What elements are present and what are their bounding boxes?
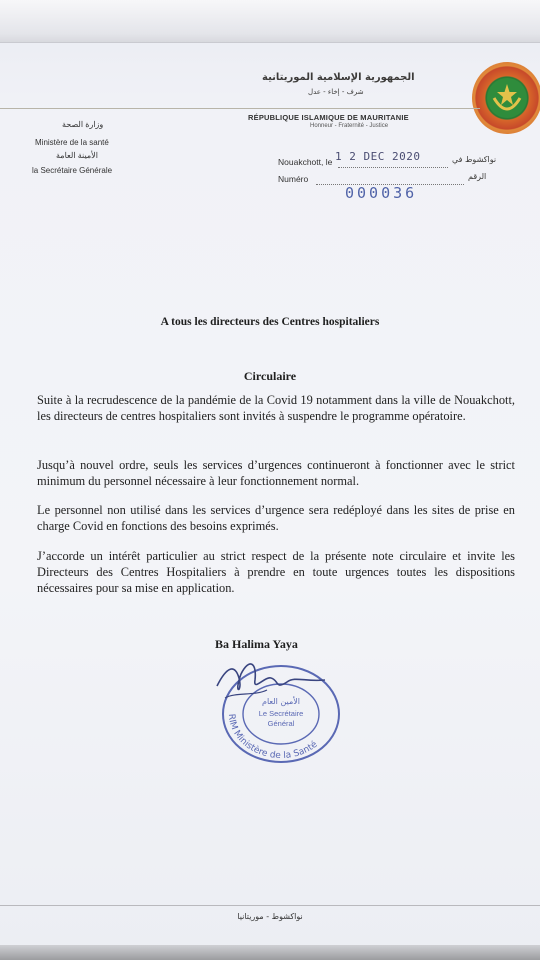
republic-motto: Honneur - Fraternité - Justice	[310, 123, 389, 129]
place-date-label: Nouakchott, le	[278, 157, 333, 167]
date-handwritten-value: 1 2 DEC 2020	[335, 150, 421, 163]
paragraph-2: Jusqu’à nouvel ordre, seuls les services d’urgences continueront à fonctionner avec le strict minimum du personnel nécessaire à leur fonctionnement normal.	[37, 458, 515, 488]
paragraph-4: J’accorde un intérêt particulier au strict respect de la présente note circulaire et invite les Directeurs des Centres Hospitaliers à prendre en toute urgences toutes les dispositions nécessaires pour sa mise en application.	[37, 549, 515, 595]
stamp-line-2: Général	[267, 719, 295, 728]
number-label-arabic: الرقم	[468, 172, 487, 181]
ministry-arabic-name: وزارة الصحة	[62, 120, 104, 129]
secretariat-arabic-name: الأمينة العامة	[56, 151, 98, 160]
republic-title: RÉPUBLIQUE ISLAMIQUE DE MAURITANIE	[248, 113, 409, 122]
paragraph-3: Le personnel non utilisé dans les services d’urgence sera redéployé dans les sites de prise en charge Covid en fonctions des besoins exprimés.	[37, 503, 515, 533]
place-date-label-arabic: نواكشوط في	[452, 155, 497, 164]
stamp-arabic-text: الأمين العام	[261, 697, 301, 706]
arabic-republic-title: الجمهورية الإسلامية الموريتانية	[262, 72, 415, 83]
secretariat-name: la Secrétaire Générale	[32, 166, 113, 175]
ministry-name: Ministère de la santé	[35, 138, 109, 147]
footer-address-arabic: نواكشوط - موريتانيا	[237, 912, 303, 921]
number-label: Numéro	[278, 174, 309, 184]
signatory-name: Ba Halima Yaya	[215, 637, 298, 651]
official-stamp	[205, 656, 345, 766]
date-dotted-line	[338, 167, 448, 168]
paragraph-1: Suite à la recrudescence de la pandémie de la Covid 19 notamment dans la ville de Nouakchott, les directeurs de centres hospitaliers sont invités à suspendre le programme opératoire.	[37, 393, 515, 423]
page-bottom-shadow	[0, 945, 540, 960]
header-divider	[0, 108, 480, 109]
footer-divider	[0, 905, 540, 906]
reference-number-stamp: 000036	[345, 184, 418, 202]
stamp-ring-text: RIM Ministère de la Santé	[225, 713, 320, 762]
arabic-motto: شرف - إخاء - عدل	[308, 88, 364, 96]
stamp-line-1: Le Secrétaire	[258, 709, 304, 718]
circular-title: Circulaire	[243, 369, 297, 383]
paper-fold	[0, 0, 540, 43]
national-emblem-seal	[472, 62, 540, 134]
addressee-line: A tous les directeurs des Centres hospitaliers	[160, 316, 380, 328]
